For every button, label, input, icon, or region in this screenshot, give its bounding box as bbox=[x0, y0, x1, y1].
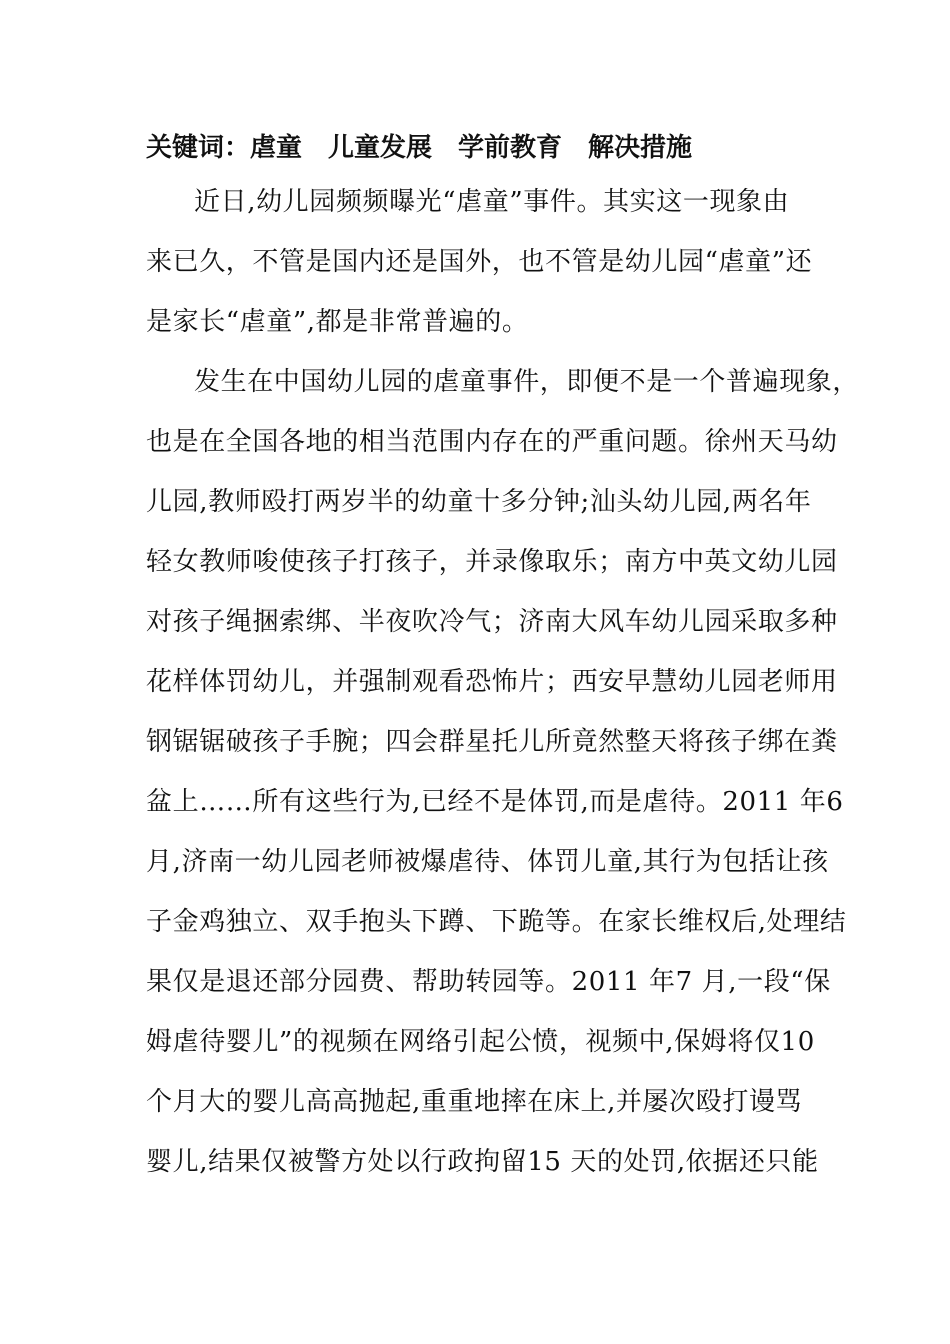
paragraph-1-line-3: 是家长“虐童”,都是非常普遍的。 bbox=[146, 307, 529, 337]
paragraph-2-line-8: 盆上……所有这些行为,已经不是体罚,而是虐待。2011 年6 bbox=[146, 787, 844, 817]
paragraph-2-line-7: 钢锯锯破孩子手腕；四会群星托儿所竟然整天将孩子绑在粪 bbox=[146, 727, 838, 757]
paragraph-1-line-2: 来已久，不管是国内还是国外，也不管是幼儿园“虐童”还 bbox=[146, 247, 813, 277]
paragraph-2-line-9: 月,济南一幼儿园老师被爆虐待、体罚儿童,其行为包括让孩 bbox=[146, 847, 829, 877]
paragraph-2-line-10: 子金鸡独立、双手抱头下蹲、下跪等。在家长维权后,处理结 bbox=[146, 907, 847, 937]
paragraph-2-line-3: 儿园,教师殴打两岁半的幼童十多分钟;汕头幼儿园,两名年 bbox=[146, 487, 812, 517]
paragraph-2-line-11: 果仅是退还部分园费、帮助转园等。2011 年7 月,一段“保 bbox=[146, 967, 831, 997]
paragraph-2-line-14: 婴儿,结果仅被警方处以行政拘留15 天的处罚,依据还只能 bbox=[146, 1147, 819, 1177]
paragraph-2-line-4: 轻女教师唆使孩子打孩子，并录像取乐；南方中英文幼儿园 bbox=[146, 547, 838, 577]
paragraph-2-line-13: 个月大的婴儿高高抛起,重重地摔在床上,并屡次殴打谩骂 bbox=[146, 1087, 803, 1117]
paragraph-2-line-1: 发生在中国幼儿园的虐童事件，即便不是一个普遍现象， bbox=[194, 367, 860, 397]
paragraph-2-line-2: 也是在全国各地的相当范围内存在的严重问题。徐州天马幼 bbox=[146, 427, 838, 457]
paragraph-2-line-12: 姆虐待婴儿”的视频在网络引起公愤，视频中,保姆将仅10 bbox=[146, 1027, 815, 1057]
keywords-line: 关键词：虐童 儿童发展 学前教育 解决措施 bbox=[146, 133, 693, 163]
paragraph-1-line-1: 近日,幼儿园频频曝光“虐童”事件。其实这一现象由 bbox=[194, 187, 790, 217]
paragraph-2-line-5: 对孩子绳捆索绑、半夜吹冷气；济南大风车幼儿园采取多种 bbox=[146, 607, 838, 637]
paragraph-2-line-6: 花样体罚幼儿，并强制观看恐怖片；西安早慧幼儿园老师用 bbox=[146, 667, 838, 697]
